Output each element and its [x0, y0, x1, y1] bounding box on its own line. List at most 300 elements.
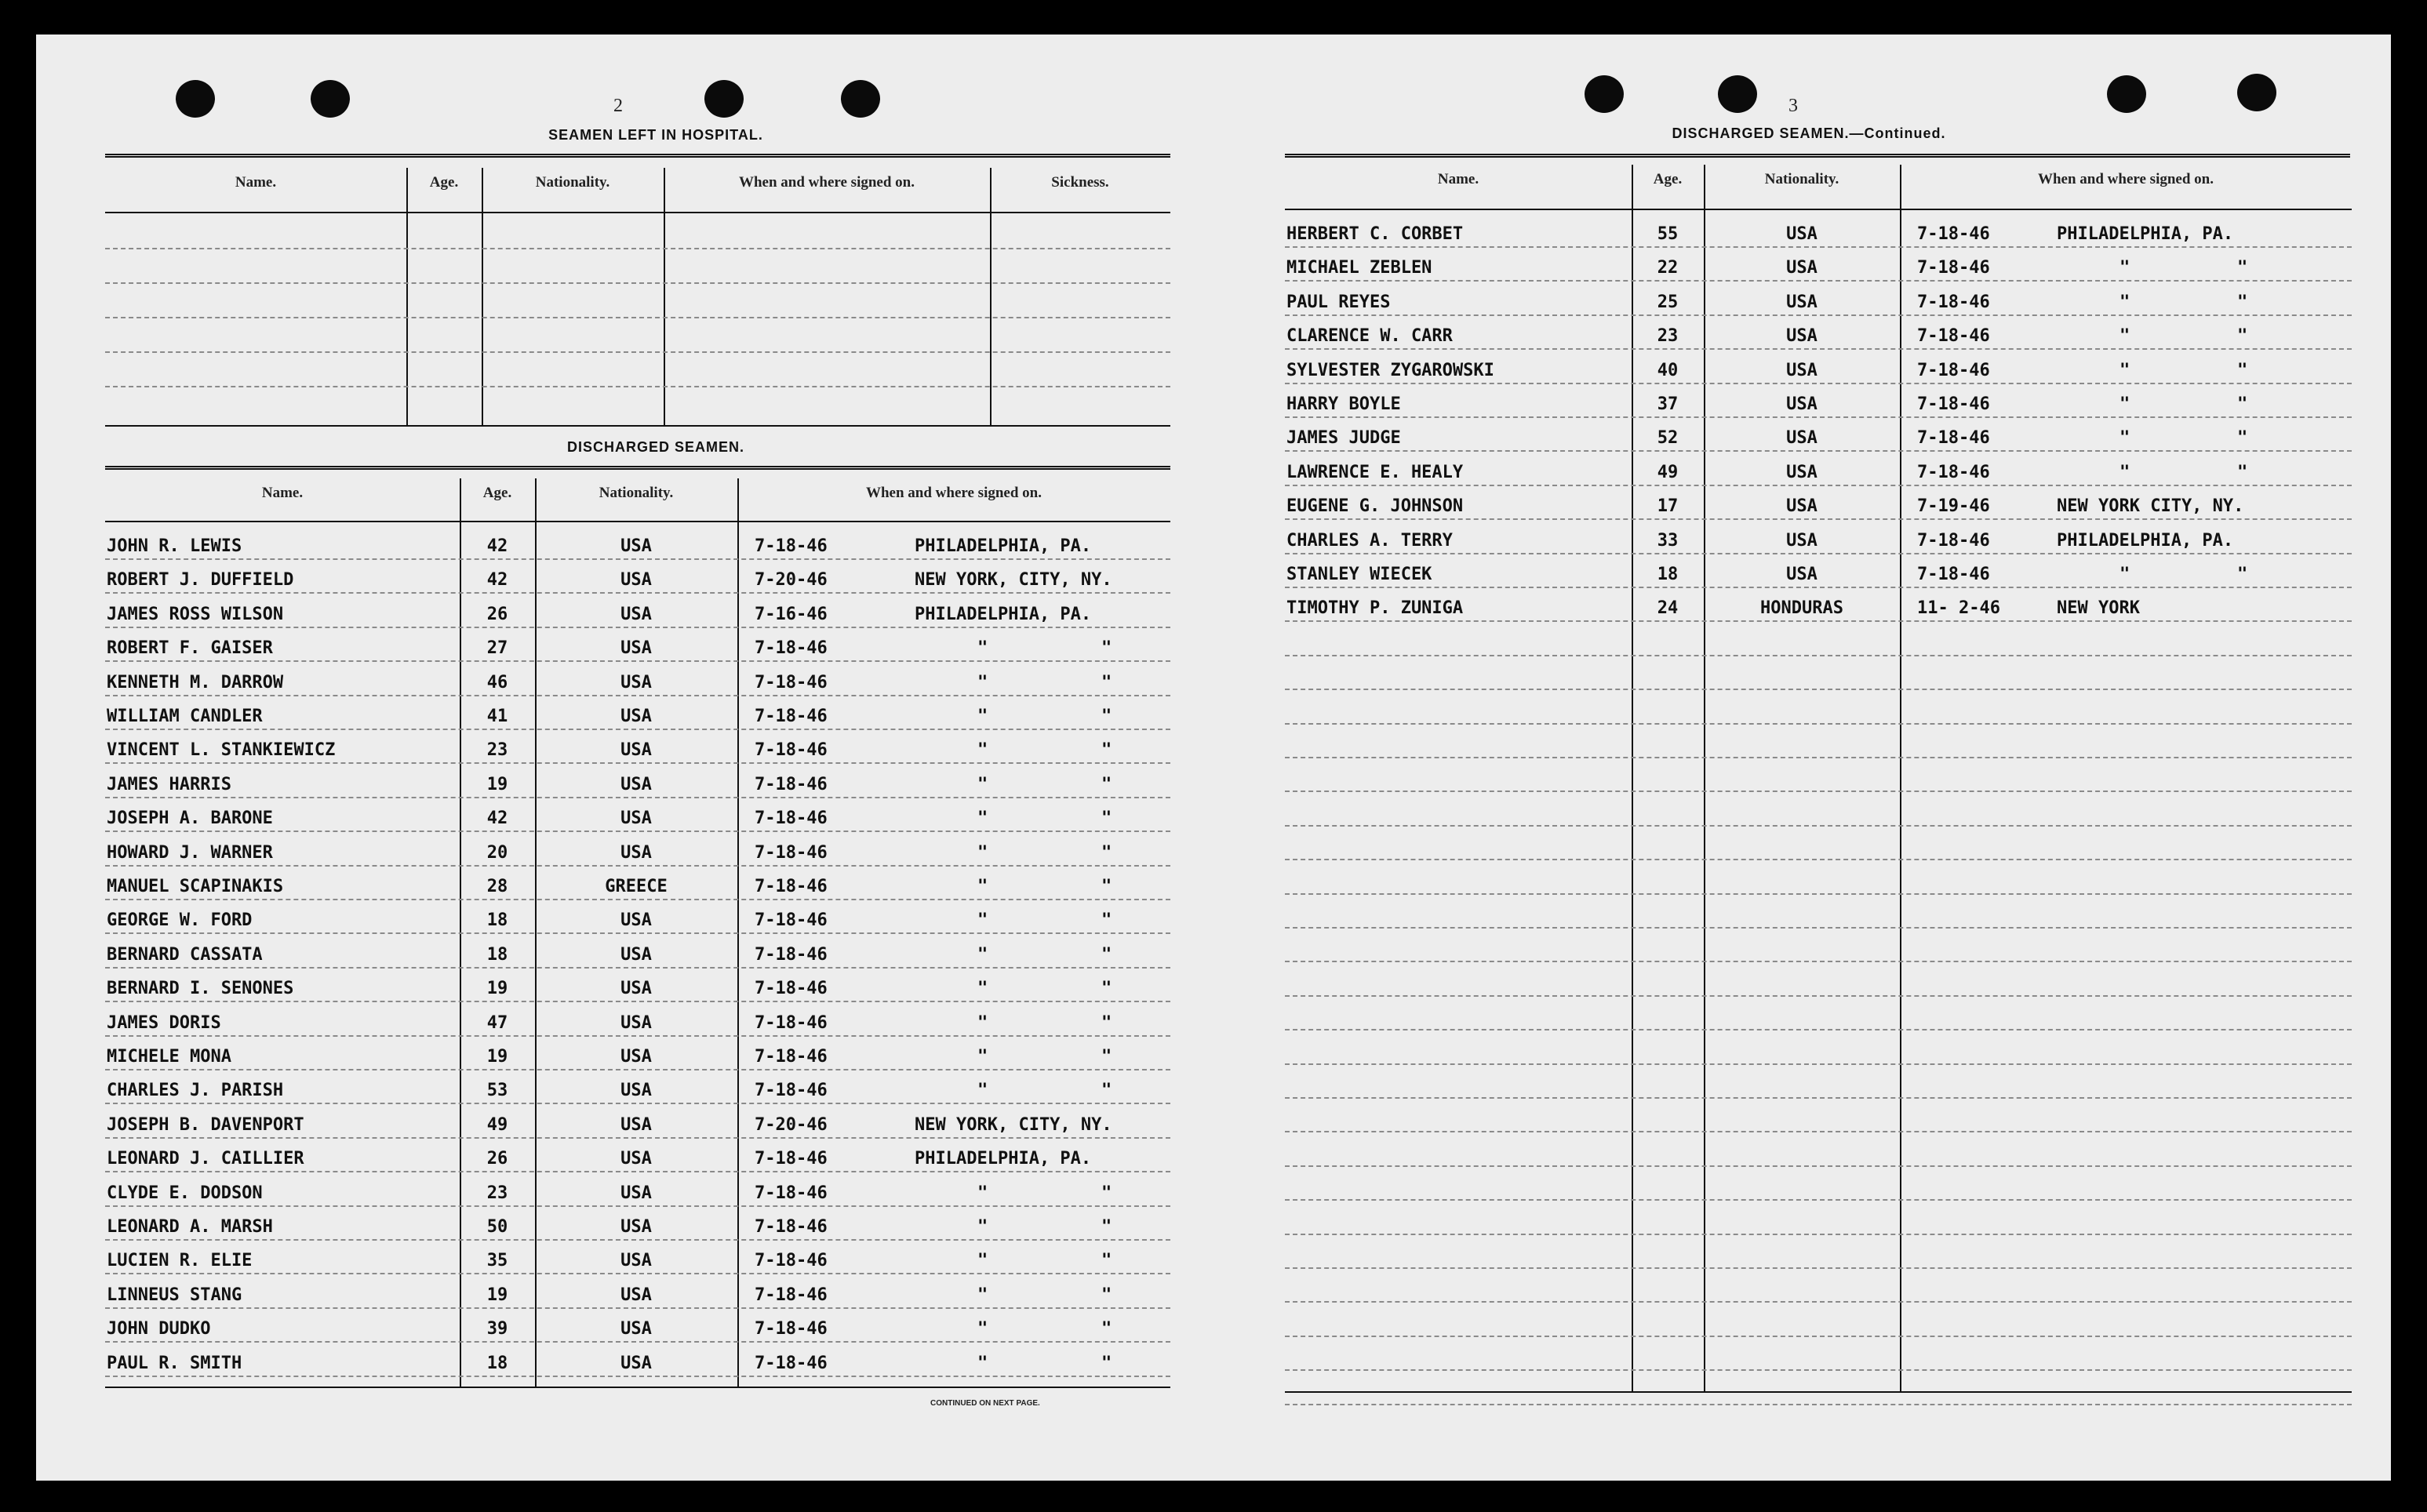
seaman-nationality: USA — [620, 1285, 652, 1305]
ditto-mark: " — [977, 910, 988, 931]
row-line — [1285, 859, 2352, 860]
signed-on-place: NEW YORK, CITY, NY. — [915, 1114, 1112, 1135]
signed-on-date: 7-18-46 — [755, 707, 828, 726]
seaman-name: BERNARD CASSATA — [107, 944, 263, 965]
seaman-name: PAUL REYES — [1286, 292, 1391, 312]
table-bottom-rule — [1285, 1391, 2352, 1393]
seaman-name: LAWRENCE E. HEALY — [1286, 462, 1464, 482]
left-page — [36, 35, 1213, 1481]
seaman-nationality: GREECE — [605, 877, 668, 896]
seaman-nationality: USA — [1786, 565, 1818, 584]
signed-on-place: NEW YORK, CITY, NY. — [915, 570, 1112, 591]
seaman-age: 19 — [486, 774, 508, 794]
page-number: 3 — [1788, 96, 1798, 116]
seaman-name: KENNETH M. DARROW — [107, 672, 284, 692]
seaman-nationality: USA — [620, 536, 652, 556]
ditto-mark: " — [1101, 1047, 1112, 1067]
ditto-mark: " — [2120, 462, 2130, 482]
signed-on-date: 7-18-46 — [755, 1149, 828, 1169]
row-line — [105, 1376, 1170, 1377]
column-header: Nationality. — [599, 485, 674, 501]
ditto-mark: " — [977, 944, 988, 965]
ditto-mark: " — [1101, 1012, 1112, 1033]
row-line — [1285, 1097, 2352, 1099]
row-line — [105, 627, 1170, 628]
column-header: When and where signed on. — [865, 485, 1042, 501]
seaman-name: HOWARD J. WARNER — [107, 842, 273, 863]
seaman-nationality: USA — [620, 809, 652, 829]
header-rule — [105, 212, 1170, 213]
ditto-mark: " — [1101, 638, 1112, 659]
seaman-nationality: USA — [620, 1149, 652, 1169]
ditto-mark: " — [1101, 842, 1112, 863]
signed-on-date: 7-18-46 — [755, 1353, 828, 1373]
signed-on-date: 7-20-46 — [755, 570, 828, 591]
row-line — [105, 967, 1170, 969]
row-line — [105, 660, 1170, 662]
seaman-nationality: USA — [1786, 496, 1818, 517]
ditto-mark: " — [2237, 462, 2248, 482]
ditto-mark: " — [977, 842, 988, 863]
right-page — [1213, 35, 2391, 1481]
ditto-mark: " — [977, 1285, 988, 1305]
row-line — [1285, 1029, 2352, 1030]
ditto-mark: " — [1101, 979, 1112, 999]
seaman-age: 37 — [1657, 394, 1679, 414]
signed-on-date: 7-19-46 — [1917, 496, 1990, 517]
ditto-mark: " — [977, 1319, 988, 1339]
seaman-age: 24 — [1657, 598, 1679, 619]
ditto-mark: " — [2237, 394, 2248, 414]
discharged-continued-title: DISCHARGED SEAMEN.—Continued. — [1672, 125, 1946, 141]
seaman-age: 50 — [486, 1217, 508, 1237]
signed-on-date: 7-18-46 — [755, 536, 828, 556]
seaman-nationality: USA — [620, 1012, 652, 1033]
seaman-nationality: USA — [620, 842, 652, 863]
row-line — [1285, 587, 2352, 588]
signed-on-date: 7-18-46 — [755, 944, 828, 965]
seaman-name: CLYDE E. DODSON — [107, 1183, 263, 1203]
ditto-mark: " — [977, 1353, 988, 1373]
signed-on-date: 7-18-46 — [755, 1251, 828, 1271]
ditto-mark: " — [1101, 1183, 1112, 1203]
signed-on-date: 7-18-46 — [755, 672, 828, 692]
signed-on-date: 7-18-46 — [755, 1081, 828, 1101]
signed-on-date: 7-18-46 — [755, 1285, 828, 1305]
seaman-name: JAMES ROSS WILSON — [107, 604, 284, 624]
seaman-age: 18 — [486, 944, 508, 965]
ditto-mark: " — [977, 877, 988, 896]
seaman-nationality: USA — [620, 774, 652, 794]
ditto-mark: " — [1101, 944, 1112, 965]
seaman-nationality: USA — [620, 570, 652, 591]
row-line — [105, 695, 1170, 696]
ditto-mark: " — [1101, 1353, 1112, 1373]
row-line — [1285, 757, 2352, 758]
signed-on-date: 7-18-46 — [755, 842, 828, 863]
signed-on-date: 7-18-46 — [1917, 428, 1990, 449]
ditto-mark: " — [977, 1217, 988, 1237]
ditto-mark: " — [977, 1251, 988, 1271]
seaman-age: 20 — [486, 842, 508, 863]
seaman-age: 26 — [486, 604, 508, 624]
ditto-mark: " — [2120, 394, 2130, 414]
seaman-nationality: USA — [620, 1081, 652, 1101]
column-header: Age. — [1653, 171, 1683, 187]
seaman-age: 26 — [486, 1149, 508, 1169]
seaman-name: HERBERT C. CORBET — [1286, 224, 1464, 244]
seaman-name: GEORGE W. FORD — [107, 910, 253, 931]
column-header: When and where signed on. — [2037, 171, 2214, 187]
seaman-age: 27 — [486, 638, 508, 659]
blank-row-line — [105, 351, 1170, 353]
row-line — [1285, 723, 2352, 725]
row-line — [105, 558, 1170, 560]
signed-on-place: NEW YORK — [2057, 598, 2140, 619]
seaman-name: CHARLES A. TERRY — [1286, 530, 1453, 551]
seaman-age: 47 — [486, 1012, 508, 1033]
signed-on-date: 7-18-46 — [755, 910, 828, 931]
signed-on-date: 7-18-46 — [755, 1012, 828, 1033]
seaman-nationality: USA — [620, 1319, 652, 1339]
ditto-mark: " — [977, 740, 988, 761]
table-bottom-rule — [105, 425, 1170, 427]
signed-on-date: 7-16-46 — [755, 604, 828, 624]
seaman-nationality: USA — [620, 1114, 652, 1135]
ditto-mark: " — [2120, 326, 2130, 347]
ditto-mark: " — [1101, 774, 1112, 794]
column-header: Name. — [235, 174, 277, 191]
blank-row-line — [105, 317, 1170, 318]
seaman-name: BERNARD I. SENONES — [107, 979, 294, 999]
ditto-mark: " — [1101, 910, 1112, 931]
column-header: Sickness. — [1051, 174, 1109, 191]
ditto-mark: " — [1101, 877, 1112, 896]
signed-on-date: 7-18-46 — [1917, 224, 1990, 244]
seaman-nationality: USA — [1786, 428, 1818, 449]
seaman-nationality: USA — [620, 1353, 652, 1373]
row-line — [105, 1307, 1170, 1309]
seaman-nationality: USA — [620, 672, 652, 692]
ditto-mark: " — [977, 638, 988, 659]
ditto-mark: " — [1101, 1251, 1112, 1271]
seaman-age: 22 — [1657, 258, 1679, 278]
seaman-name: LEONARD J. CAILLIER — [107, 1149, 304, 1169]
seaman-age: 49 — [1657, 462, 1679, 482]
row-line — [1285, 450, 2352, 452]
seaman-name: JOHN R. LEWIS — [107, 536, 242, 556]
ditto-mark: " — [1101, 672, 1112, 692]
ditto-mark: " — [2120, 258, 2130, 278]
seaman-name: STANLEY WIECEK — [1286, 565, 1432, 584]
signed-on-date: 7-20-46 — [755, 1114, 828, 1135]
row-line — [105, 1341, 1170, 1343]
seaman-nationality: USA — [620, 604, 652, 624]
ditto-mark: " — [1101, 1217, 1112, 1237]
row-line — [105, 1239, 1170, 1241]
row-line — [1285, 689, 2352, 690]
seaman-nationality: USA — [620, 944, 652, 965]
seaman-name: SYLVESTER ZYGAROWSKI — [1286, 360, 1494, 380]
hospital-section-title: SEAMEN LEFT IN HOSPITAL. — [548, 127, 763, 143]
signed-on-date: 7-18-46 — [1917, 360, 1990, 380]
seaman-age: 28 — [486, 877, 508, 896]
seaman-name: HARRY BOYLE — [1286, 394, 1401, 414]
signed-on-date: 7-18-46 — [755, 1217, 828, 1237]
seaman-age: 41 — [486, 707, 508, 726]
seaman-name: ROBERT J. DUFFIELD — [107, 570, 294, 591]
ditto-mark: " — [977, 774, 988, 794]
row-line — [105, 865, 1170, 867]
row-line — [1285, 383, 2352, 384]
row-line — [1285, 893, 2352, 895]
seaman-age: 40 — [1657, 360, 1679, 380]
seaman-nationality: USA — [620, 638, 652, 659]
row-line — [1285, 655, 2352, 656]
seaman-age: 42 — [486, 536, 508, 556]
row-line — [105, 1137, 1170, 1139]
seaman-age: 19 — [486, 979, 508, 999]
signed-on-date: 7-18-46 — [755, 877, 828, 896]
seaman-age: 42 — [486, 809, 508, 829]
signed-on-place: NEW YORK CITY, NY. — [2057, 496, 2244, 517]
table-bottom-rule — [105, 1387, 1170, 1388]
column-header: When and where signed on. — [738, 174, 915, 191]
row-line — [1285, 314, 2352, 316]
blank-row-line — [105, 248, 1170, 249]
seaman-nationality: USA — [620, 707, 652, 726]
seaman-age: 23 — [486, 1183, 508, 1203]
seaman-nationality: USA — [1786, 224, 1818, 244]
signed-on-place: PHILADELPHIA, PA. — [2057, 530, 2234, 551]
ditto-mark: " — [2237, 292, 2248, 312]
signed-on-place: PHILADELPHIA, PA. — [915, 604, 1092, 624]
signed-on-date: 7-18-46 — [755, 1183, 828, 1203]
row-line — [1285, 348, 2352, 350]
seaman-nationality: USA — [620, 1047, 652, 1067]
ditto-mark: " — [2120, 292, 2130, 312]
ditto-mark: " — [1101, 1285, 1112, 1305]
seaman-nationality: USA — [620, 910, 652, 931]
signed-on-place: PHILADELPHIA, PA. — [915, 1149, 1092, 1169]
rule — [105, 466, 1170, 470]
continued-note: CONTINUED ON NEXT PAGE. — [930, 1399, 1040, 1408]
ditto-mark: " — [977, 1183, 988, 1203]
row-line — [105, 1103, 1170, 1104]
seaman-name: ROBERT F. GAISER — [107, 638, 273, 659]
row-line — [1285, 485, 2352, 486]
seaman-age: 18 — [486, 910, 508, 931]
signed-on-place: PHILADELPHIA, PA. — [915, 536, 1092, 556]
seaman-name: LINNEUS STANG — [107, 1285, 242, 1305]
seaman-age: 25 — [1657, 292, 1679, 312]
seaman-name: CHARLES J. PARISH — [107, 1081, 284, 1101]
seaman-name: TIMOTHY P. ZUNIGA — [1286, 598, 1464, 619]
ditto-mark: " — [2237, 360, 2248, 380]
row-line — [1285, 280, 2352, 282]
seaman-name: JOSEPH A. BARONE — [107, 809, 273, 829]
row-line — [105, 729, 1170, 730]
seaman-age: 55 — [1657, 224, 1679, 244]
seaman-name: MICHELE MONA — [107, 1047, 231, 1067]
rule — [105, 154, 1170, 158]
seaman-name: JAMES JUDGE — [1286, 428, 1401, 449]
row-line — [1285, 1267, 2352, 1269]
seaman-name: MANUEL SCAPINAKIS — [107, 877, 284, 896]
seaman-name: LUCIEN R. ELIE — [107, 1251, 253, 1271]
row-line — [105, 932, 1170, 934]
seaman-age: 46 — [486, 672, 508, 692]
ditto-mark: " — [977, 1047, 988, 1067]
row-line — [1285, 1336, 2352, 1337]
column-header: Nationality. — [535, 174, 610, 191]
seaman-age: 23 — [1657, 326, 1679, 347]
row-line — [105, 592, 1170, 594]
ditto-mark: " — [977, 979, 988, 999]
seaman-name: PAUL R. SMITH — [107, 1353, 242, 1373]
row-line — [105, 797, 1170, 798]
seaman-name: CLARENCE W. CARR — [1286, 326, 1453, 347]
seaman-name: WILLIAM CANDLER — [107, 707, 263, 726]
signed-on-date: 7-18-46 — [1917, 326, 1990, 347]
column-header: Name. — [1437, 171, 1479, 187]
signed-on-date: 7-18-46 — [1917, 462, 1990, 482]
ditto-mark: " — [2237, 258, 2248, 278]
ditto-mark: " — [2237, 565, 2248, 584]
seaman-nationality: USA — [1786, 394, 1818, 414]
header-rule — [1285, 209, 2352, 210]
blank-row-line — [105, 386, 1170, 387]
row-line — [105, 1069, 1170, 1070]
signed-on-date: 7-18-46 — [755, 740, 828, 761]
seaman-nationality: USA — [1786, 462, 1818, 482]
ditto-mark: " — [2237, 428, 2248, 449]
seaman-nationality: HONDURAS — [1760, 598, 1843, 619]
discharged-section-title: DISCHARGED SEAMEN. — [566, 439, 745, 455]
document-spread — [36, 35, 2391, 1481]
seaman-name: LEONARD A. MARSH — [107, 1217, 273, 1237]
row-line — [1285, 1131, 2352, 1132]
row-line — [1285, 1301, 2352, 1303]
ditto-mark: " — [1101, 1319, 1112, 1339]
ditto-mark: " — [977, 672, 988, 692]
seaman-age: 35 — [486, 1251, 508, 1271]
ditto-mark: " — [977, 1081, 988, 1101]
seaman-name: EUGENE G. JOHNSON — [1286, 496, 1464, 517]
signed-on-date: 7-18-46 — [1917, 394, 1990, 414]
column-header: Age. — [429, 174, 459, 191]
seaman-nationality: USA — [620, 1251, 652, 1271]
column-header: Name. — [261, 485, 304, 501]
row-line — [1285, 1165, 2352, 1167]
signed-on-date: 7-18-46 — [755, 1047, 828, 1067]
row-line — [1285, 1234, 2352, 1235]
seaman-age: 17 — [1657, 496, 1679, 517]
row-line — [1285, 416, 2352, 418]
ditto-mark: " — [1101, 1081, 1112, 1101]
seaman-nationality: USA — [1786, 530, 1818, 551]
seaman-age: 42 — [486, 570, 508, 591]
seaman-name: JAMES DORIS — [107, 1012, 221, 1033]
signed-on-date: 7-18-46 — [755, 638, 828, 659]
ditto-mark: " — [977, 809, 988, 829]
row-line — [105, 1035, 1170, 1037]
signed-on-place: PHILADELPHIA, PA. — [2057, 224, 2234, 244]
rule — [1285, 154, 2350, 158]
seaman-nationality: USA — [1786, 326, 1818, 347]
row-line — [1285, 961, 2352, 962]
seaman-age: 18 — [1657, 565, 1679, 584]
seaman-name: JOSEPH B. DAVENPORT — [107, 1114, 304, 1135]
ditto-mark: " — [2120, 360, 2130, 380]
seaman-age: 19 — [486, 1047, 508, 1067]
column-header: Age. — [482, 485, 512, 501]
ditto-mark: " — [977, 707, 988, 726]
row-line — [1285, 825, 2352, 827]
seaman-name: VINCENT L. STANKIEWICZ — [107, 740, 336, 761]
blank-row-line — [105, 282, 1170, 284]
seaman-age: 19 — [486, 1285, 508, 1305]
seaman-name: JOHN DUDKO — [107, 1319, 211, 1339]
page-number: 2 — [613, 96, 623, 116]
row-line — [105, 1001, 1170, 1002]
column-header: Nationality. — [1764, 171, 1839, 187]
row-line — [1285, 791, 2352, 792]
signed-on-date: 7-18-46 — [755, 809, 828, 829]
seaman-nationality: USA — [620, 1183, 652, 1203]
seaman-nationality: USA — [620, 740, 652, 761]
signed-on-date: 7-18-46 — [1917, 530, 1990, 551]
seaman-age: 53 — [486, 1081, 508, 1101]
header-rule — [105, 521, 1170, 522]
row-line — [1285, 1199, 2352, 1201]
ditto-mark: " — [1101, 740, 1112, 761]
row-line — [105, 1273, 1170, 1274]
row-line — [1285, 1369, 2352, 1371]
seaman-nationality: USA — [620, 979, 652, 999]
seaman-age: 33 — [1657, 530, 1679, 551]
seaman-name: MICHAEL ZEBLEN — [1286, 258, 1432, 278]
ditto-mark: " — [1101, 707, 1112, 726]
row-line — [1285, 995, 2352, 997]
ditto-mark: " — [2237, 326, 2248, 347]
row-line — [105, 762, 1170, 764]
row-line — [105, 831, 1170, 832]
seaman-name: JAMES HARRIS — [107, 774, 231, 794]
row-line — [1285, 246, 2352, 248]
row-line — [105, 1171, 1170, 1172]
seaman-nationality: USA — [1786, 292, 1818, 312]
row-line — [1285, 1404, 2352, 1405]
signed-on-date: 7-18-46 — [755, 979, 828, 999]
seaman-nationality: USA — [1786, 360, 1818, 380]
row-line — [1285, 1063, 2352, 1065]
signed-on-date: 11- 2-46 — [1917, 598, 2000, 619]
seaman-age: 39 — [486, 1319, 508, 1339]
signed-on-date: 7-18-46 — [755, 774, 828, 794]
seaman-nationality: USA — [620, 1217, 652, 1237]
row-line — [1285, 620, 2352, 622]
ditto-mark: " — [2120, 428, 2130, 449]
row-line — [105, 1205, 1170, 1207]
row-line — [1285, 927, 2352, 929]
ditto-mark: " — [1101, 809, 1112, 829]
signed-on-date: 7-18-46 — [1917, 565, 1990, 584]
seaman-age: 52 — [1657, 428, 1679, 449]
seaman-age: 49 — [486, 1114, 508, 1135]
row-line — [105, 899, 1170, 900]
signed-on-date: 7-18-46 — [1917, 258, 1990, 278]
